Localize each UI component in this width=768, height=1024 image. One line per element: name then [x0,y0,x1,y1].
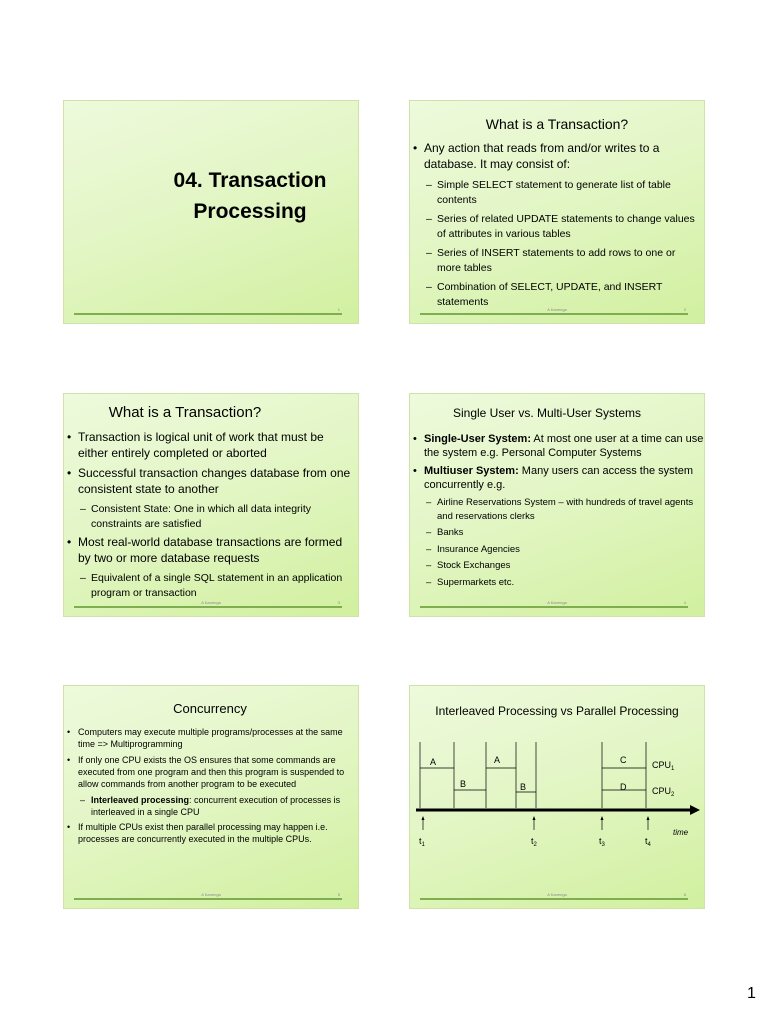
slide-title: Interleaved Processing vs Parallel Processing [435,704,679,718]
bullet-list [410,432,704,592]
bullet-text: Supermarkets etc. [437,576,515,588]
bullet-text: If only one CPU exists the OS ensures that some commands are executed from one program and then this program is suspended to allow commands from another program to be executed [78,755,345,789]
sub-bullet-item [410,280,700,309]
bullet-text: Consistent State: One in which all data integrity constraints are satisfied [91,503,312,530]
time-axis-label: time [673,828,689,837]
bullet-text: At most one user at a time can use the system e.g. Personal Computer Systems [424,433,704,459]
cpu1-label: $CPU_1$ [652,760,675,772]
sub-bullet-item [64,502,354,531]
sub-bullet-item [64,794,358,818]
bullet-item [64,726,358,750]
bullet-item [64,535,354,566]
slide-6 [409,685,705,909]
bullet-item [64,821,358,845]
bullet-text: Series of related UPDATE statements to change values of attributes in various tables [437,213,695,240]
slide-3 [63,393,359,617]
sub-bullet-item [410,178,700,207]
bullet-item [64,430,354,461]
process-block-label: C [620,755,627,765]
slide-footer-rule [74,313,342,315]
slide-footer-rule [420,898,688,900]
sub-bullet-item [410,526,704,540]
tick-label: $t_1$ [419,836,425,848]
slide-number: 4 [683,600,686,605]
bullet-text: If multiple CPUs exist then parallel processing may happen i.e. processes are concurrently executed in the multiple CPUs. [78,822,328,844]
process-block-label: B [460,779,467,789]
bullet-list [410,141,700,314]
bullet-item [410,432,704,460]
sub-bullet-item [410,212,700,241]
slide-footer-rule [420,313,688,315]
bullet-bold-term: Single-User System: [424,433,531,445]
bullet-text: Successful transaction changes database from one consistent state to another [78,466,351,496]
bullet-item [410,464,704,492]
process-block-label: A [430,757,437,767]
bullet-text: Many users can access the system concurrently e.g. [424,465,693,491]
bullet-item [64,754,358,790]
bullet-text: Combination of SELECT, UPDATE, and INSERT statements [437,281,663,308]
sub-bullet-item [410,543,704,557]
bullet-text: Most real-world database transactions are formed by two or more database requests [78,535,343,565]
sub-bullet-item [64,571,354,600]
slide-number: 3 [337,600,340,605]
tick-label: $t_4$ [645,836,651,848]
slide-footer-rule [74,606,342,608]
sub-bullet-item [410,559,704,573]
slide-number: 6 [683,892,686,897]
sub-bullet-item [410,496,704,523]
slide-4 [409,393,705,617]
bullet-item [410,141,700,172]
process-block-label: A [494,755,501,765]
bullet-list [64,726,358,849]
sub-bullet-item [410,576,704,590]
bullet-text: Computers may execute multiple programs/processes at the same time => Multiprogramming [78,727,343,749]
bullet-text: Stock Exchanges [437,560,511,571]
bullet-text: Equivalent of a single SQL statement in an application program or transaction [91,572,343,599]
slide-author: A Kanenga [201,600,221,605]
slide-number: 5 [337,892,340,897]
slide-author: A Kanenga [547,892,567,897]
slide-footer-rule [74,898,342,900]
bullet-text: Insurance Agencies [437,543,520,555]
sub-bullet-item [410,246,700,275]
slide-title: Single User vs. Multi-User Systems [452,406,642,420]
bullet-list [64,430,354,604]
bullet-text: Any action that reads from and/or writes to a database. It may consist of: [424,141,660,171]
bullet-text: Simple SELECT statement to generate list of table contents [437,179,671,206]
cpu2-label: $CPU_2$ [652,786,675,798]
tick-label: $t_3$ [599,836,605,848]
slide-5 [63,685,359,909]
slide-title: What is a Transaction? [485,116,629,132]
slide-title: What is a Transaction? [108,404,262,421]
bullet-text: Banks [437,527,464,538]
bullet-text: Transaction is logical unit of work that must be either entirely completed or aborted [78,430,324,460]
page-number: 1 [747,985,756,1002]
slide-1 [63,100,359,324]
slide-footer-rule [420,606,688,608]
bullet-text: : concurrent execution of processes is interleaved in a single CPU [91,795,341,817]
process-block-label: D [620,782,627,792]
slide-2 [409,100,705,324]
slide-title: 04. Transaction Processing [173,169,327,223]
bullet-item [64,466,354,497]
slide-number: 1 [337,307,340,312]
bullet-text: Airline Reservations System – with hundreds of travel agents and reservations clerks [437,497,694,522]
bullet-text: Series of INSERT statements to add rows to one or more tables [437,247,676,274]
bullet-bold-term: Interleaved processing [91,795,190,805]
slide-number: 2 [683,307,686,312]
bullet-bold-term: Multiuser System: [424,465,519,477]
processing-timeline-diagram [410,686,705,909]
slide-author: A Kanenga [547,600,567,605]
slide-title: Concurrency [173,701,247,716]
slide-author: A Kanenga [547,307,567,312]
process-block-label: B [520,782,527,792]
slide-author: A Kanenga [201,892,221,897]
tick-label: $t_2$ [531,836,537,848]
